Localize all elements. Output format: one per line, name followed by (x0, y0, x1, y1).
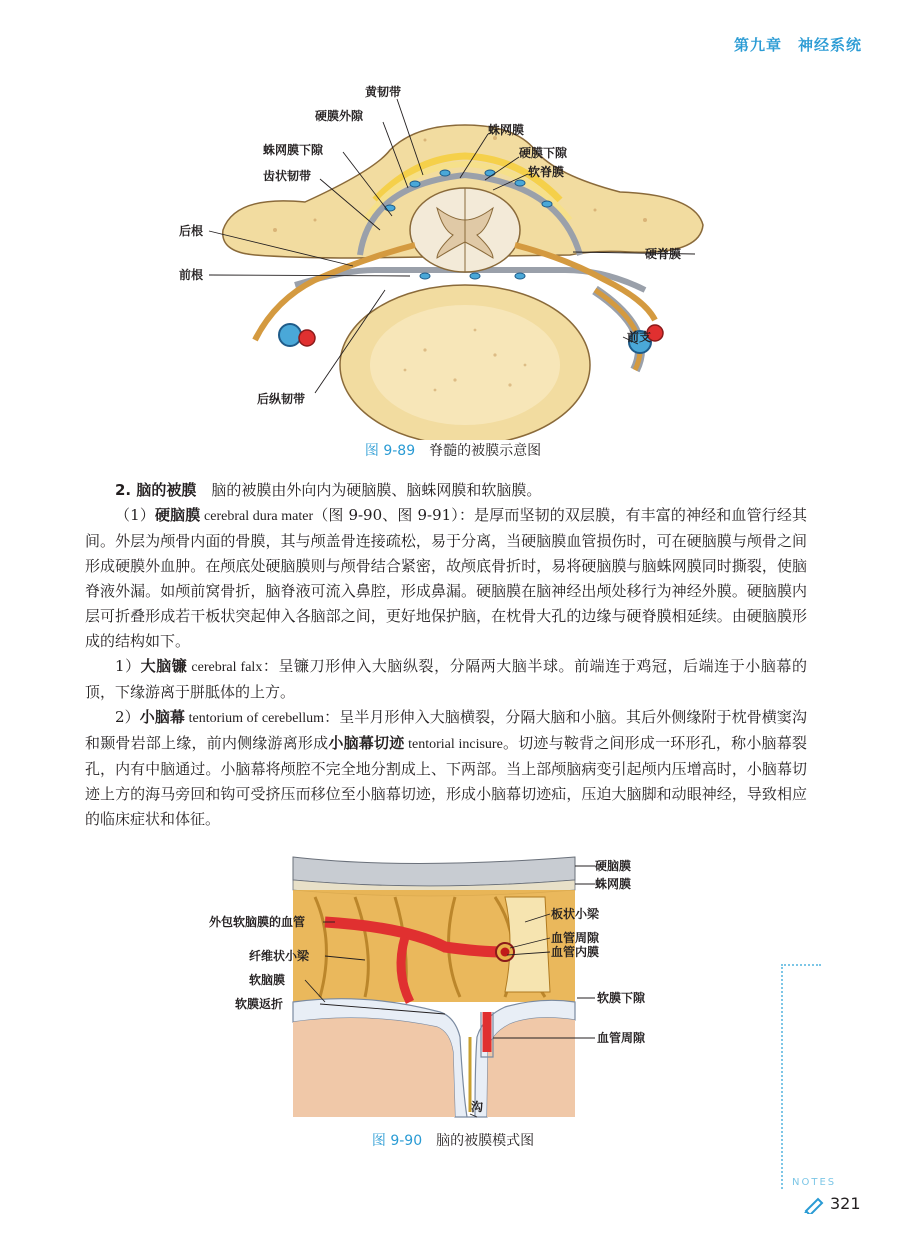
label-dura: 硬脑膜 (595, 859, 632, 873)
figure-title: 脑的被膜模式图 (436, 1133, 535, 1149)
section-heading: 2. 脑的被膜 (115, 481, 197, 499)
notes-rail (781, 964, 783, 1189)
paragraph-cerebral-falx (85, 654, 807, 705)
label-vessel-wrapped: 外包软脑膜的血管 (209, 915, 306, 929)
item-prefix: （1） (115, 506, 155, 524)
label-intima: 血管内膜 (551, 945, 600, 959)
notes-label: NOTES (792, 1177, 837, 1188)
pen-icon (803, 1196, 825, 1214)
figure-number: 图 9-89 (364, 443, 416, 459)
paragraph-text: ：呈半月形伸入大脑横裂，分隔大脑和小脑。其后外侧缘附于枕骨横窦沟和颞骨岩部上缘，前内侧缘游离形成 (85, 708, 807, 752)
figure-caption-9-89 (0, 440, 906, 460)
label-subpial-space: 软膜下隙 (597, 991, 646, 1005)
label-arachnoid: 蛛网膜 (488, 123, 525, 137)
label-trabeculae-plate: 板状小梁 (551, 907, 600, 921)
item-prefix: 1） (115, 657, 141, 675)
label-epidural-space: 硬膜外隙 (315, 109, 364, 123)
label-anterior-ramus: 前支 (627, 330, 652, 344)
label-fibrous-trabeculae: 纤维状小梁 (249, 949, 310, 963)
label-perivascular-2: 血管周隙 (597, 1031, 646, 1045)
label-sulcus: 沟 (471, 1100, 484, 1114)
term-tentorial-incisure: 小脑幕切迹 (328, 734, 405, 752)
notes-rail-top (781, 964, 821, 966)
term-en: cerebral falx (187, 660, 263, 675)
page-number: 321 (830, 1194, 861, 1213)
label-posterior-longitudinal-ligament: 后纵韧带 (257, 392, 306, 406)
label-ligamentum-flavum: 黄韧带 (365, 85, 402, 99)
paragraph-brain-meninges (85, 478, 807, 503)
label-subarachnoid-space: 蛛网膜下隙 (263, 143, 324, 157)
label-anterior-root: 前根 (179, 268, 204, 282)
paragraph-text: （图 9-90、图 9-91）：是厚而坚韧的双层膜，有丰富的神经和血管行经其间。外层为颅骨内面的骨膜，其与颅盖骨连接疏松，易于分离，当硬脑膜血管损伤时，可在硬脑膜与颅骨之间形成硬膜外血肿。在颅底处硬脑膜则与颅骨结合紧密，故颅底骨折时，易将硬脑膜与脑蛛网膜同时撕裂，使脑脊液外漏。如颅前窝骨折，脑脊液可流入鼻腔，形成鼻漏。硬脑膜在脑神经出颅处移行为神经外膜。硬脑膜内层可折叠形成若干板状突起伸入各脑部之间，更好地保护脑，在枕骨大孔的边缘与硬脊膜相延续。由硬脑膜形成的结构如下。 (85, 506, 807, 650)
figure-number: 图 9-90 (371, 1133, 423, 1149)
paragraph-text: 脑的被膜由外向内为硬脑膜、脑蛛网膜和软脑膜。 (196, 481, 542, 499)
term-cerebral-falx: 大脑镰 (140, 657, 188, 675)
label-pia-spinal: 软脊膜 (528, 165, 565, 179)
paragraph-text: ：呈镰刀形伸入大脑纵裂，分隔两大脑半球。前端连于鸡冠，后端连于小脑幕的顶，下缘游离于胼胝体的上方。 (85, 657, 807, 701)
term-en: tentorial incisure (404, 737, 503, 752)
term-en: tentorium of cerebellum (185, 711, 325, 726)
label-posterior-root: 后根 (179, 224, 204, 238)
figure-title: 脊髓的被膜示意图 (429, 443, 542, 459)
label-pia-reflection: 软膜返折 (235, 997, 284, 1011)
figure-spinal-meninges (175, 80, 735, 440)
body-text (85, 478, 807, 832)
term-en: cerebral dura mater (200, 509, 314, 524)
term-tentorium: 小脑幕 (139, 708, 186, 726)
paragraph-tentorium (85, 705, 807, 832)
spinal-meninges-illustration (175, 80, 735, 440)
figure-brain-meninges (205, 852, 675, 1122)
chapter-header: 第九章 神经系统 (733, 36, 862, 54)
term-dura-mater: 硬脑膜 (154, 506, 201, 524)
paragraph-text: 。切迹与鞍背之间形成一环形孔，称小脑幕裂孔，内有中脑通过。小脑幕将颅腔不完全地分割成上、下两部。当上部颅脑病变引起颅内压增高时，小脑幕切迹上方的海马旁回和钩可受挤压而移位至小脑幕切迹，形成小脑幕切迹疝，压迫大脑脚和动眼神经，导致相应的临床症状和体征。 (85, 734, 807, 828)
label-pia: 软脑膜 (249, 973, 286, 987)
figure-caption-9-90 (0, 1130, 906, 1150)
label-perivascular-1: 血管周隙 (551, 931, 600, 945)
label-spinal-dura: 硬脊膜 (645, 247, 682, 261)
item-prefix: 2） (115, 708, 140, 726)
label-subdural-space: 硬膜下隙 (519, 146, 568, 160)
label-denticulate-ligament: 齿状韧带 (263, 169, 312, 183)
paragraph-dura-mater (85, 503, 807, 654)
brain-meninges-illustration (205, 852, 675, 1122)
label-arachnoid: 蛛网膜 (595, 877, 632, 891)
